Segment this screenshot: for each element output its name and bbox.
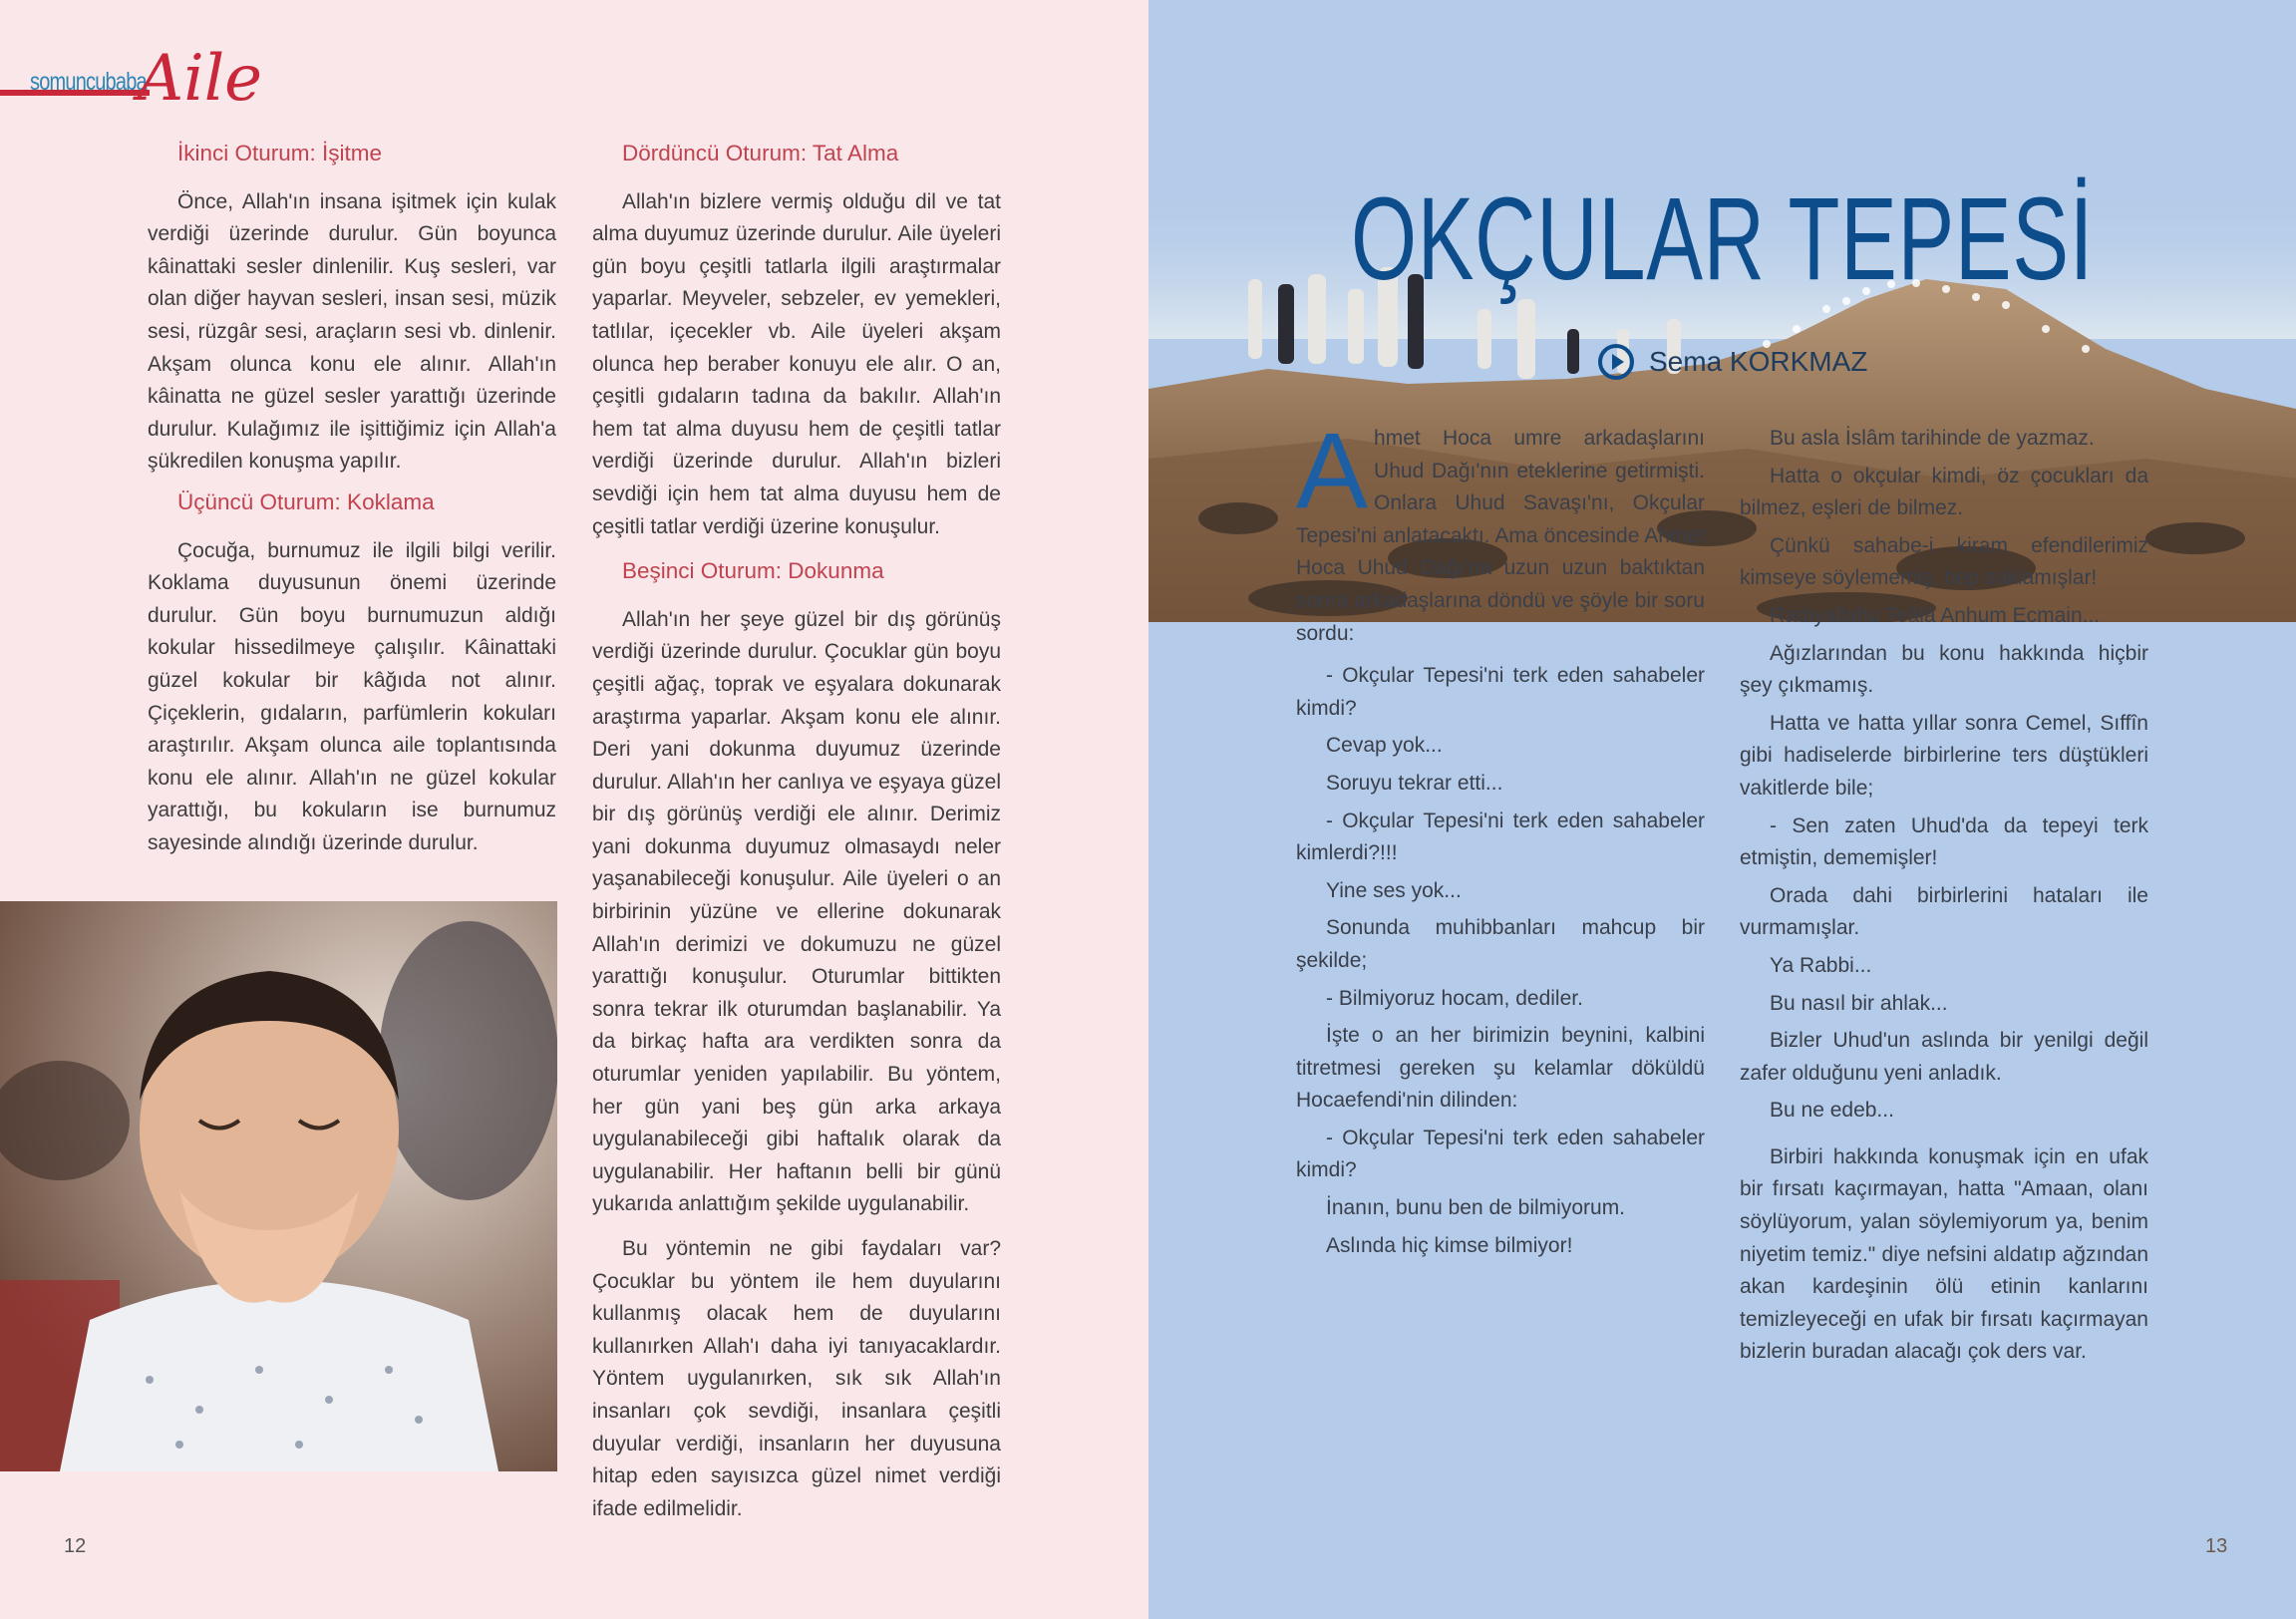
section-heading: İkinci Oturum: İşitme: [177, 141, 383, 165]
paragraph-text: hmet Hoca umre arkadaşlarını Uhud Dağı'nın eteklerine getirmişti. Onlara Uhud Savaşı'nı, Okçular Tepesi'ni anlatacaktı. Ama öncesinde Ahmet Hoca Uhud Dağı'na uzun uzun baktıktan sonra arkadaşlarına döndü ve şöyle bir soru sordu:: [1296, 427, 1705, 645]
play-circle-icon: [1597, 343, 1635, 381]
left-column-1: [148, 138, 556, 865]
page-number-left: 12: [64, 1535, 87, 1557]
paragraph: Bu yöntemin ne gibi faydaları var? Çocuklar bu yöntem ile hem duyularını kullanmış olacak hem de duyularını kullanırken Allah'ı daha iyi tanıyacaklardır. Yöntem uygulanırken, sık sık Allah'ın insanları çok sevdiği, insanlara çeşitli duyular verdiği, insanların her duyusuna hitap eden sayısızca güzel nimet verdiği ifade edilmelidir.: [592, 1237, 1001, 1520]
paragraph: - Sen zaten Uhud'da da tepeyi terk etmiştin, dememişler!: [1740, 813, 2148, 870]
paragraph: Ya Rabbi...: [1770, 953, 1872, 977]
paragraph: Aslında hiç kimse bilmiyor!: [1326, 1233, 1573, 1257]
left-column-2: [592, 138, 1001, 1531]
article-title: OKÇULAR TEPESİ: [1350, 173, 2095, 305]
paragraph: Cevap yok...: [1326, 734, 1443, 758]
paragraph: Soruyu tekrar etti...: [1326, 771, 1503, 795]
paragraph: Radıyallahu Teâlâ Anhum Ecmain...: [1770, 603, 2101, 627]
paragraph: Yine ses yok...: [1326, 878, 1462, 902]
paragraph: Bu ne edeb...: [1770, 1099, 1894, 1123]
section-heading: Dördüncü Oturum: Tat Alma: [622, 141, 899, 165]
logo-small-text: somuncubaba: [30, 68, 147, 96]
paragraph: - Okçular Tepesi'ni terk eden sahabeler kimdi?: [1296, 664, 1705, 720]
praying-child-photo: [0, 901, 557, 1471]
logo-big-text: Aile: [138, 42, 263, 116]
paragraph: Birbiri hakkında konuşmak için en ufak bir fırsatı kaçırmayan, hatta "Amaan, olanı söylüyorum, yalan söylemiyorum ya, benim niyetim temiz." diye nefsini aldatıp ağzından akan kardeşinin ölü etinin kanlarını temizleyeceği en ufak bir fırsatı kaçırmayan bizlerin buradan alacağı çok ders var.: [1740, 1144, 2148, 1364]
paragraph: Ağızlarından bu konu hakkında hiçbir şey çıkmamış.: [1740, 641, 2148, 698]
paragraph: İnanın, bunu ben de bilmiyorum.: [1326, 1196, 1626, 1220]
paragraph: Çocuğa, burnumuz ile ilgili bilgi verilir. Koklama duyusunun önemi üzerinde durulur. Gün boyu burnumuzun aldığı kokular hissedilmeye çalışılır. Kâinattaki güzel kokular bir kâğıda not alınır. Çiçeklerin, gıdaların, parfümlerin kokuları araştırılır. Akşam olunca aile toplantısında konu ele alınır. Allah'ın ne güzel kokular yarattığı, bu kokuların ise burnumuz sayesinde alındığı üzerinde durulur.: [148, 538, 556, 854]
drop-cap: A: [1296, 410, 1369, 530]
magazine-logo: [0, 42, 263, 116]
section-heading: Üçüncü Oturum: Koklama: [177, 488, 435, 514]
paragraph-intro: [1296, 410, 1705, 650]
paragraph: Orada dahi birbirlerini hataları ile vurmamışlar.: [1740, 883, 2148, 940]
paragraph: Allah'ın her şeye güzel bir dış görünüş verdiği üzerinde durulur. Çocuklar gün boyu çeşitli ağaç, toprak ve eşyalara dokunarak araştırma yaparlar. Akşam konu ele alınır. Deri yani dokunma duyumuz üzerinde durulur. Allah'ın her canlıya ve eşyaya güzel bir dış görünüş verdiği ele alınır. Derimiz yani dokunma duyumuz olmasaydı neler yaşanabileceği konuşulur. Aile üyeleri o an birbirinin yüzüne ve ellerine dokunarak Allah'ın derimizi ve dokumuzu ne güzel yarattığı konuşulur. Oturumlar bittikten sonra tekrar ilk oturumdan başlanabilir. Ya da birkaç hafta ara verdikten sonra da oturumlar yeniden yapılabilir. Bu yöntem, her gün yani beş gün arka arkaya uygulanabileceği gibi haftalık olarak da uygulanabilir. Her haftanın belli bir günü yukarıda anlattığım şekilde uygulanabilir.: [592, 607, 1001, 1216]
paragraph: Allah'ın bizlere vermiş olduğu dil ve tat alma duyumuz üzerinde durulur. Aile üyeleri gün boyu çeşitli tatlarla ilgili araştırmalar yaparlar. Meyveler, sebzeler, ev yemekleri, tatlılar, içecekler vb. Aile üyeleri akşam olunca hep beraber konuyu ele alır. O an, çeşitli gıdaların tadına da bakılır. Allah'ın hem tat alma duyusu hem de çeşitli tatlar verdiği üzerinde durulur. Allah'ın bizleri sevdiği için hem tat alma duyusu hem de çeşitli tatlar verdiği üzerine konuşulur.: [592, 189, 1001, 538]
paragraph: - Okçular Tepesi'ni terk eden sahabeler kimlerdi?!!!: [1296, 809, 1705, 865]
right-column-1: [1296, 410, 1705, 1267]
paragraph: Sonunda muhibbanları mahcup bir şekilde;: [1296, 916, 1705, 972]
paragraph: Önce, Allah'ın insana işitmek için kulak verdiği üzerinde durulur. Gün boyunca kâinattaki sesler dinlenilir. Kuş sesleri, var olan diğer hayvan sesleri, insan sesi, müzik sesi, rüzgâr sesi, araçların sesi vb. dinlenir. Akşam olunca konu ele alınır. Allah'ın kâinatta ne güzel sesler yarattığı üzerinde durulur. Kulağımız ile işittiğimiz için Allah'a şükredilen konuşma yapılır.: [148, 189, 556, 474]
page-number-right: 13: [2205, 1535, 2228, 1557]
paragraph: Bizler Uhud'un aslında bir yenilgi değil zafer olduğunu yeni anladık.: [1740, 1029, 2148, 1085]
paragraph: Bu nasıl bir ahlak...: [1770, 991, 1948, 1015]
author-name: Sema KORKMAZ: [1649, 346, 1868, 377]
paragraph: Hatta ve hatta yıllar sonra Cemel, Sıffîn gibi hadiselerde birbirlerine ters düştükleri vakitlerde bile;: [1740, 711, 2148, 800]
right-column-2: [1740, 423, 2148, 1374]
paragraph: Hatta o okçular kimdi, öz çocukları da bilmez, eşleri de bilmez.: [1740, 464, 2148, 520]
author-byline: [1597, 343, 1867, 381]
section-heading: Beşinci Oturum: Dokunma: [622, 558, 884, 584]
paragraph: - Okçular Tepesi'ni terk eden sahabeler kimdi?: [1296, 1126, 1705, 1182]
paragraph: Bu asla İslâm tarihinde de yazmaz.: [1770, 427, 2095, 450]
paragraph: - Bilmiyoruz hocam, dediler.: [1326, 986, 1583, 1010]
paragraph: İşte o an her birimizin beynini, kalbini titretmesi gereken şu kelamlar döküldü Hocaefendi'nin dilinden:: [1296, 1024, 1705, 1113]
paragraph: Çünkü sahabe-i kiram efendilerimiz kimseye söylememiş, hep saklamışlar!: [1740, 533, 2148, 590]
